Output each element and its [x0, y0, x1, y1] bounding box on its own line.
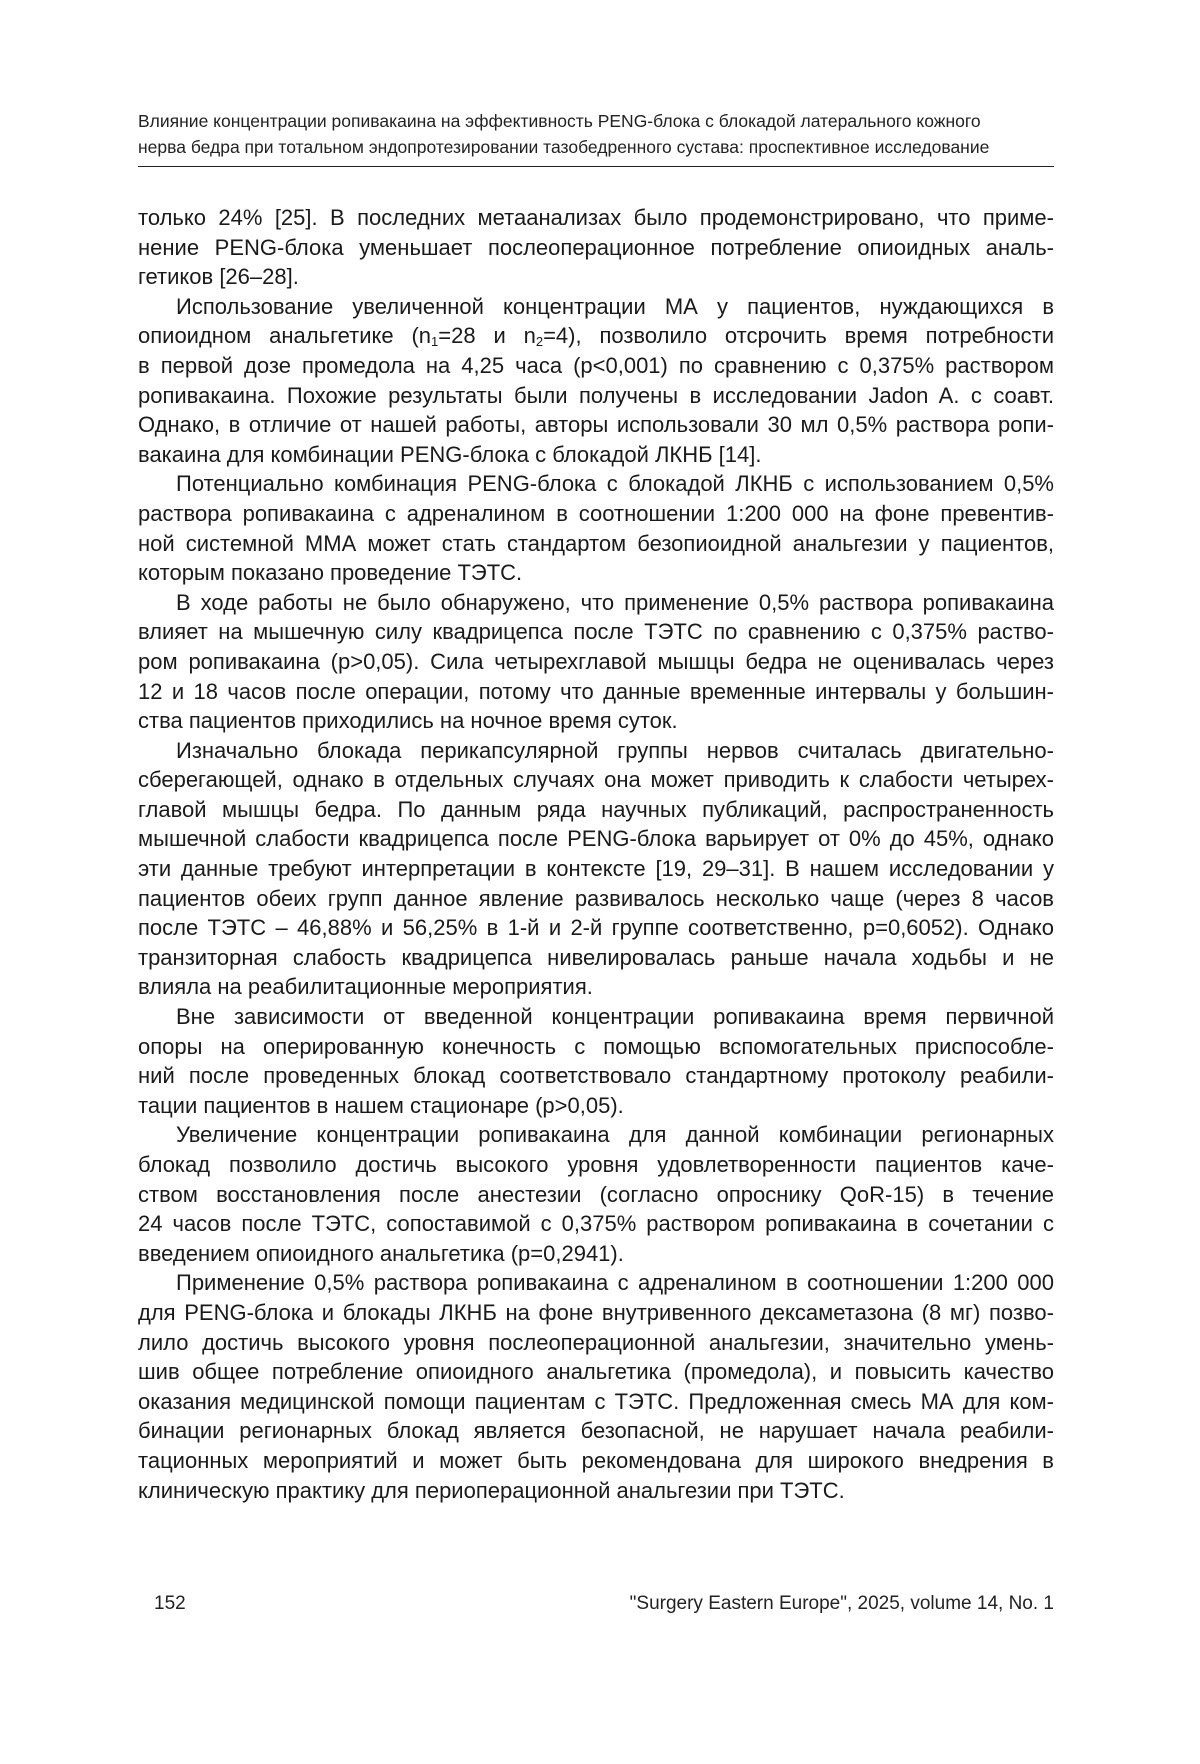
text-line: клиническую практику для периоперационной анальгезии при ТЭТС. [138, 1477, 845, 1503]
text-line: 24 часов после ТЭТС, сопоставимой с 0,375% раствором ропивакаина в сочетании с [138, 1211, 1054, 1237]
text-line: тации пациентов в нашем стационаре (p>0,05). [138, 1092, 624, 1118]
text-line: ством восстановления после анестезии (согласно опроснику QoR-15) в течение [138, 1181, 1054, 1207]
text-line: введением опиоидного анальгетика (p=0,2941). [138, 1240, 624, 1266]
text-line: сберегающей, однако в отдельных случаях она может приводить к слабости четырех- [138, 767, 1054, 793]
text-line: раствора ропивакаина с адреналином в соотношении 1:200 000 на фоне превентив- [138, 500, 1054, 526]
text-line: главой мышцы бедра. По данным ряда научных публикаций, распространенность [138, 796, 1054, 822]
text-line: ства пациентов приходились на ночное время суток. [138, 708, 678, 734]
running-head [138, 108, 1053, 160]
journal-reference: "Surgery Eastern Europe", 2025, volume 14, No. 1 [629, 1593, 1054, 1614]
text-line: тационных мероприятий и может быть рекомендована для широкого внедрения в [138, 1447, 1054, 1473]
text-run: =28 и n [438, 323, 536, 349]
text-line: для PENG-блока и блокады ЛКНБ на фоне внутривенного дексаметазона (8 мг) позво- [138, 1299, 1054, 1325]
text-line: ропивакаина. Похожие результаты были получены в исследовании Jadon A. с соавт. [138, 382, 1054, 408]
text-line: опоры на оперированную конечность с помощью вспомогательных приспособле- [138, 1033, 1054, 1059]
text-line: нение PENG-блока уменьшает послеоперационное потребление опиоидных аналь- [138, 234, 1054, 260]
text-line: Изначально блокада перикапсулярной группы нервов считалась двигательно- [176, 737, 1054, 763]
text-line: оказания медицинской помощи пациентам с ТЭТС. Предложенная смесь МА для ком- [138, 1388, 1054, 1414]
text-line: лило достичь высокого уровня послеоперационной анальгезии, значительно умень- [138, 1329, 1054, 1355]
text-line: гетиков [26–28]. [138, 264, 299, 290]
text-line: Использование увеличенной концентрации МА у пациентов, нуждающихся в [176, 293, 1054, 319]
text-line: ной системной ММА может стать стандартом безопиоидной анальгезии у пациентов, [138, 530, 1054, 556]
article-body [138, 203, 1054, 1505]
text-line: после ТЭТС – 46,88% и 56,25% в 1-й и 2-й группе соответственно, p=0,6052). Однако [138, 915, 1054, 941]
running-head-line: нерва бедра при тотальном эндопротезировании тазобедренного сустава: проспективное исследование [138, 137, 990, 157]
text-line: эти данные требуют интерпретации в контексте [19, 29–31]. В нашем исследовании у [138, 856, 1054, 882]
text-line: которым показано проведение ТЭТС. [138, 560, 523, 586]
text-line: Применение 0,5% раствора ропивакаина с адреналином в соотношении 1:200 000 [176, 1270, 1054, 1296]
text-line: блокад позволило достичь высокого уровня удовлетворенности пациентов каче- [138, 1152, 1054, 1177]
page-number: 152 [154, 1593, 186, 1614]
text-line: только 24% [25]. В последних метаанализах было продемонстрировано, что приме- [138, 205, 1054, 230]
text-line: Увеличение концентрации ропивакаина для данной комбинации регионарных [176, 1122, 1054, 1148]
text-line: Однако, в отличие от нашей работы, авторы использовали 30 мл 0,5% раствора ропи- [138, 412, 1054, 438]
text-line: влияла на реабилитационные мероприятия. [138, 974, 593, 1000]
text-line: влияет на мышечную силу квадрицепса после ТЭТС по сравнению с 0,375% раство- [138, 619, 1054, 645]
text-line [138, 321, 1054, 351]
text-run: опиоидном анальгетике (n [138, 323, 432, 349]
running-head-line: Влияние концентрации ропивакаина на эффективность PENG-блока с блокадой латерального кожного [138, 111, 981, 131]
text-line: ний после проведенных блокад соответствовало стандартному протоколу реабили- [138, 1063, 1054, 1089]
text-line: мышечной слабости квадрицепса после PENG-блока варьирует от 0% до 45%, однако [138, 826, 1054, 852]
text-line: пациентов обеих групп данное явление развивалось несколько чаще (через 8 часов [138, 885, 1054, 911]
text-line: 12 и 18 часов после операции, потому что данные временные интервалы у большин- [138, 678, 1054, 704]
header-rule [138, 166, 1054, 167]
text-line: в первой дозе промедола на 4,25 часа (p<0,001) по сравнению с 0,375% раствором [138, 352, 1054, 378]
text-line: транзиторная слабость квадрицепса нивелировалась раньше начала ходьбы и не [138, 944, 1054, 970]
text-line: бинации регионарных блокад является безопасной, не нарушает начала реабили- [138, 1418, 1054, 1444]
text-run: =4), позволило отсрочить время потребности [543, 323, 1054, 349]
text-line: В ходе работы не было обнаружено, что применение 0,5% раствора ропивакаина [176, 589, 1054, 615]
text-line: Потенциально комбинация PENG-блока с блокадой ЛКНБ с использованием 0,5% [176, 471, 1054, 497]
subscript: 2 [535, 334, 544, 350]
text-line: вакаина для комбинации PENG-блока с блокадой ЛКНБ [14]. [138, 441, 762, 467]
subscript: 1 [431, 334, 439, 350]
text-line: шив общее потребление опиоидного анальгетика (промедола), и повысить качество [138, 1359, 1054, 1385]
text-line: Вне зависимости от введенной концентрации ропивакаина время первичной [176, 1004, 1054, 1030]
text-line: ром ропивакаина (p>0,05). Сила четырехглавой мышцы бедра не оценивалась через [138, 648, 1054, 674]
